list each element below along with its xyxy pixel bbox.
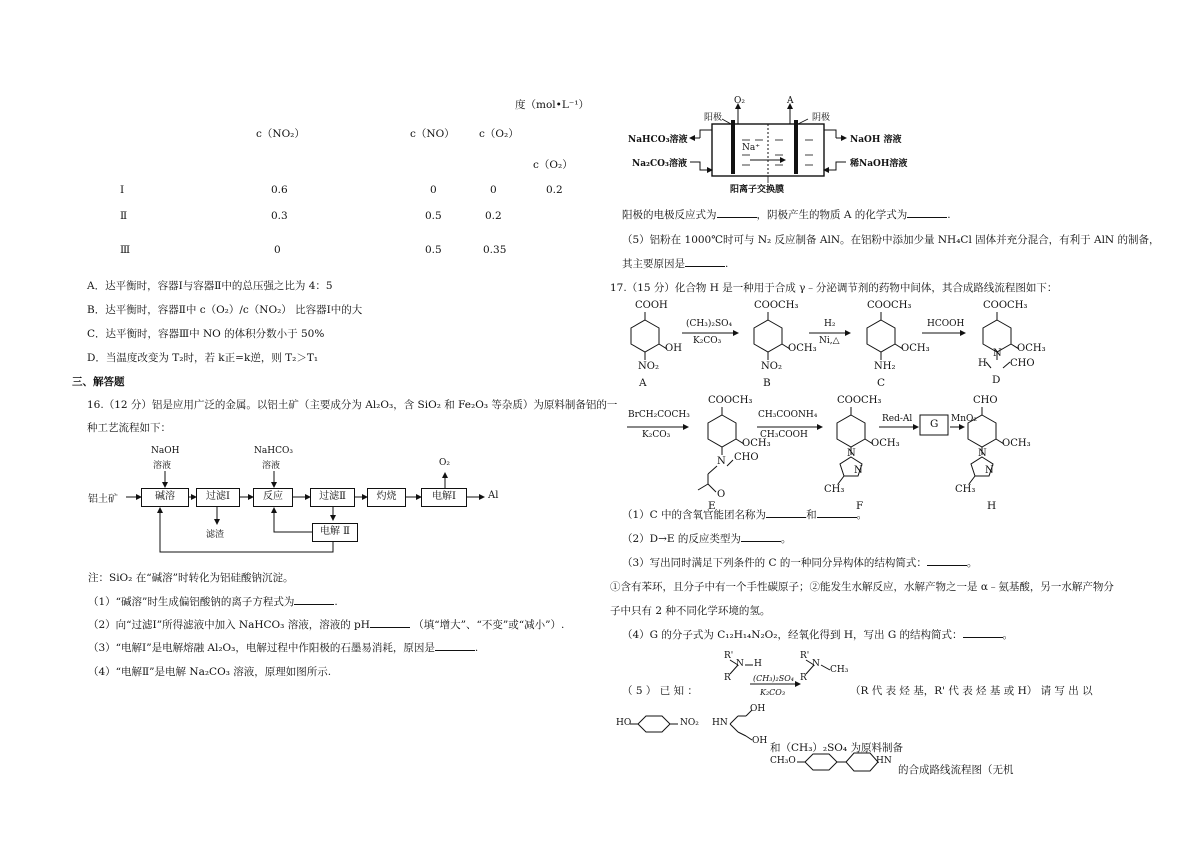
table-unit-header: 度（mol•L⁻¹） xyxy=(515,99,590,111)
reagent-7: MnO₂ xyxy=(951,414,977,424)
struct-c-cooch3: COOCH₃ xyxy=(867,300,912,311)
q16-part2 xyxy=(88,617,564,632)
product-r-label: R xyxy=(800,673,807,683)
flow-step-alkali-dissolve: 碱溶 xyxy=(141,488,189,507)
q17-part5-lead: （ 5 ） 已 知 ： xyxy=(622,685,698,697)
reagent-1b: K₂CO₃ xyxy=(693,336,722,346)
table-cell: 0.6 xyxy=(271,184,288,196)
table-cell: 0.5 xyxy=(425,244,442,256)
q16-part3: （3）“电解Ⅰ”是电解熔融 Al₂O₃，电解过程中作阳极的石墨易消耗，原因是 . xyxy=(88,642,479,654)
reagent-5a: CH₃COONH₄ xyxy=(758,410,818,420)
flow-step-calcine: 灼烧 xyxy=(367,488,406,507)
cell-a-label: A xyxy=(787,96,794,106)
struct-e-n: N xyxy=(717,456,726,467)
struct-h-cho: CHO xyxy=(973,395,998,406)
cell-membrane-label: 阳离子交换膜 xyxy=(730,185,785,195)
compound-label-c: C xyxy=(877,377,886,389)
struct-b-cooch3: COOCH₃ xyxy=(754,300,799,311)
cell-left-bottom-label: Na₂CO₃溶液 xyxy=(632,159,687,169)
compound-label-d: D xyxy=(992,374,1001,386)
section-title: 三、解答题 xyxy=(72,376,125,388)
known-n-label: N xyxy=(736,659,744,669)
flow-al-label: Al xyxy=(488,490,499,501)
struct-a-no2: NO₂ xyxy=(638,361,659,372)
cell-anode-label: 阳极 xyxy=(704,113,723,123)
start-ho-label: HO xyxy=(616,718,632,728)
compound-label-e: E xyxy=(708,500,716,512)
struct-c-och3: OCH₃ xyxy=(901,343,930,354)
start-oh-top: OH xyxy=(750,704,766,714)
table-cell: 0.2 xyxy=(546,184,563,196)
q17-part5-materials: 和（CH₃）₂SO₄ 为原料制备 xyxy=(770,742,903,754)
q16-stem-line2: 种工艺流程如下： xyxy=(87,422,171,434)
q17-part1: （1）C 中的含氧官能团名称为 和 。 xyxy=(622,509,868,521)
start-hn-label: HN xyxy=(712,718,728,728)
struct-b-no2: NO₂ xyxy=(761,361,782,372)
struct-d-cooch3: COOCH₃ xyxy=(983,300,1028,311)
q17-part1-text: （1）C 中的含氧官能团名称为 xyxy=(622,509,767,521)
cell-o2-label: O₂ xyxy=(734,96,745,106)
flow-residue-label: 滤渣 xyxy=(206,530,225,540)
product-r-prime-label: R' xyxy=(800,651,810,661)
table-col-o2b: c（O₂） xyxy=(533,159,573,171)
q17-part1-and: 和 xyxy=(806,509,817,521)
struct-f-ch3: CH₃ xyxy=(824,484,845,495)
compound-label-b: B xyxy=(763,377,771,389)
start-no2-label: NO₂ xyxy=(680,718,699,728)
cell-left-top-label: NaHCO₃溶液 xyxy=(628,135,688,145)
q16-part1: （1）“碱溶”时生成偏铝酸钠的离子方程式为 . xyxy=(88,596,338,608)
known-reagent-a: (CH₃)₂SO₄ xyxy=(753,674,794,683)
flow-step-electrolysis-1: 电解Ⅰ xyxy=(421,488,467,507)
known-r-label: R xyxy=(724,673,731,683)
q17-part2: （2）D→E 的反应类型为 。 xyxy=(622,533,792,545)
table-cell: 0.2 xyxy=(485,210,502,222)
flow-naoh-label: NaOH xyxy=(151,446,180,456)
q16-part4a-text: 阳极的电极反应式为 xyxy=(622,209,717,221)
answer-blank[interactable] xyxy=(435,640,475,651)
cell-na-label: Na⁺ xyxy=(742,143,760,153)
flow-step-reaction: 反应 xyxy=(253,488,293,507)
option-d: D．当温度改变为 T₂时，若 k正=k逆，则 T₂＞T₁ xyxy=(87,352,319,364)
struct-e-o: O xyxy=(717,489,726,500)
product-n-label: N xyxy=(812,659,820,669)
q17-part2-text: （2）D→E 的反应类型为 xyxy=(622,533,741,545)
struct-e-cho: CHO xyxy=(734,452,759,463)
answer-blank[interactable] xyxy=(370,617,410,628)
struct-d-h: H xyxy=(978,358,987,369)
struct-f-cooch3: COOCH₃ xyxy=(837,395,882,406)
option-c: C．达平衡时，容器Ⅲ中 NO 的体积分数小于 50% xyxy=(87,328,325,340)
q16-part5-line1: （5）铝粉在 1000℃时可与 N₂ 反应制备 AlN。在铝粉中添加少量 NH₄Cl 固体并充分混合，有利于 AlN 的制备， xyxy=(622,234,1160,246)
table-col-no2: c（NO₂） xyxy=(256,128,305,140)
struct-h-n: N xyxy=(978,448,987,459)
q17-part3: （3）写出同时满足下列条件的 C 的一种同分异构体的结构简式： 。 xyxy=(622,557,978,569)
q16-part4: （4）“电解Ⅱ”是电解 Na₂CO₃ 溶液，原理如图所示. xyxy=(88,666,332,678)
struct-a-cooh: COOH xyxy=(635,300,668,311)
q16-part5-text: 其主要原因是 xyxy=(622,258,685,270)
flow-step-electrolysis-2: 电解 Ⅱ xyxy=(312,523,358,542)
compound-label-h: H xyxy=(987,500,997,512)
target-nh-label: HN xyxy=(876,756,892,766)
q16-part2-hint: （填“增大”、“不变”或“减小”）. xyxy=(413,619,565,631)
struct-d-och3: OCH₃ xyxy=(1017,343,1046,354)
q16-part4b-text: ，阴极产生的物质 A 的化学式为 xyxy=(756,209,908,221)
struct-b-och3: OCH₃ xyxy=(788,343,817,354)
reagent-4b: K₂CO₃ xyxy=(642,430,671,440)
reagent-1a: (CH₃)₂SO₄ xyxy=(686,319,733,329)
reagent-3: HCOOH xyxy=(927,319,965,329)
reagent-4a: BrCH₂COCH₃ xyxy=(628,410,690,420)
compound-label-f: F xyxy=(856,500,864,512)
struct-h-och3: OCH₃ xyxy=(1002,438,1031,449)
table-row-name: Ⅲ xyxy=(120,244,131,256)
answer-blank[interactable] xyxy=(294,594,334,605)
q17-part5-tail: 的合成路线流程图（无机 xyxy=(898,764,1014,776)
q16-note: 注：SiO₂ 在“碱溶”时转化为铝硅酸钠沉淀。 xyxy=(88,572,294,584)
flow-o2-label: O₂ xyxy=(439,458,450,468)
flow-nahco3-solution: 溶液 xyxy=(262,461,281,471)
q17-part3-cond1: ①含有苯环，且分子中有一个手性碳原子；②能发生水解反应，水解产物之一是 α﹣氨基酸，另一水解产物分 xyxy=(610,581,1114,593)
table-cell: 0 xyxy=(430,184,437,196)
q16-part4-answer: 阳极的电极反应式为 ，阴极产生的物质 A 的化学式为 . xyxy=(622,209,951,221)
flow-nahco3-label: NaHCO₃ xyxy=(254,446,293,456)
flow-naoh-solution: 溶液 xyxy=(153,461,172,471)
option-b: B．达平衡时，容器Ⅱ中 c（O₂）/c（NO₂） 比容器Ⅰ中的大 xyxy=(87,304,363,316)
reagent-6: Red-Al xyxy=(882,414,913,424)
flow-step-filter-1: 过滤Ⅰ xyxy=(196,488,240,507)
q16-part5-line2: 其主要原因是 . xyxy=(622,258,729,270)
known-h-label: H xyxy=(754,659,762,669)
compound-label-a: A xyxy=(639,377,647,389)
table-col-o2: c（O₂） xyxy=(479,128,519,140)
cell-right-bottom-label: 稀NaOH溶液 xyxy=(850,159,908,169)
right-column xyxy=(600,0,1200,848)
table-cell: 0.35 xyxy=(483,244,507,256)
cell-right-top-label: NaOH 溶液 xyxy=(850,135,902,145)
struct-d-n: N xyxy=(993,348,1002,359)
q16-stem-line1: 16.（12 分）铝是应用广泛的金属。以铝土矿（主要成分为 Al₂O₃，含 SiO₂ 和 Fe₂O₃ 等杂质）为原料制备铝的一 xyxy=(87,399,618,411)
q17-part4-text: （4）G 的分子式为 C₁₂H₁₄N₂O₂，经氧化得到 H，写出 G 的结构简式： xyxy=(622,629,963,641)
struct-c-nh2: NH₂ xyxy=(874,361,896,372)
known-reagent-b: K₂CO₃ xyxy=(760,688,786,697)
struct-f-och3: OCH₃ xyxy=(871,438,900,449)
struct-f-n: N xyxy=(847,448,856,459)
table-col-no: c（NO） xyxy=(410,128,455,140)
table-cell: 0 xyxy=(274,244,281,256)
q16-part3-text: （3）“电解Ⅰ”是电解熔融 Al₂O₃，电解过程中作阳极的石墨易消耗，原因是 xyxy=(88,642,435,654)
compound-label-g: G xyxy=(930,418,939,430)
start-oh-bottom: OH xyxy=(752,736,768,746)
table-cell: 0.5 xyxy=(425,210,442,222)
q17-part3-text: （3）写出同时满足下列条件的 C 的一种同分异构体的结构简式： xyxy=(622,557,927,569)
struct-h-n2: N xyxy=(985,465,994,476)
cell-cathode-label: 阴极 xyxy=(812,113,831,123)
flow-step-filter-2: 过滤Ⅱ xyxy=(310,488,355,507)
reagent-5b: CH₃COOH xyxy=(760,430,808,440)
table-row-name: Ⅱ xyxy=(120,210,128,222)
q17-stem: 17.（15 分）化合物 H 是一种用于合成 γ﹣分泌调节剂的药物中间体，其合成路线流程图如下： xyxy=(610,282,1058,294)
reagent-2b: Ni,△ xyxy=(819,336,840,346)
q16-part2-text: （2）向“过滤Ⅰ”所得滤液中加入 NaHCO₃ 溶液，溶液的 pH xyxy=(88,619,370,631)
struct-h-ch3: CH₃ xyxy=(955,484,976,495)
q16-part1-text: （1）“碱溶”时生成偏铝酸钠的离子方程式为 xyxy=(88,596,295,608)
struct-a-oh: OH xyxy=(665,343,682,354)
struct-e-och3: OCH₃ xyxy=(742,438,771,449)
table-row-name: Ⅰ xyxy=(120,184,125,196)
flow-ore-label: 铝土矿 xyxy=(88,494,118,505)
target-ch3o-label: CH₃O xyxy=(770,756,796,766)
q17-part3-cond2: 子中只有 2 种不同化学环境的氢。 xyxy=(610,605,771,617)
option-a: A．达平衡时，容器Ⅰ与容器Ⅱ中的总压强之比为 4：5 xyxy=(87,280,333,292)
reagent-2a: H₂ xyxy=(824,319,836,329)
table-cell: 0 xyxy=(490,184,497,196)
product-ch3-label: CH₃ xyxy=(830,665,849,675)
struct-f-n2: N xyxy=(854,465,863,476)
table-cell: 0.3 xyxy=(271,210,288,222)
q17-part4: （4）G 的分子式为 C₁₂H₁₄N₂O₂，经氧化得到 H，写出 G 的结构简式： 。 xyxy=(622,629,1014,641)
struct-d-cho: CHO xyxy=(1010,358,1035,369)
struct-e-cooch3: COOCH₃ xyxy=(708,395,753,406)
q17-part5-condition: （R 代 表 烃 基，R' 代 表 烃 基 或 H） 请 写 出 以 xyxy=(850,685,1093,697)
known-r-prime-label: R' xyxy=(724,651,734,661)
